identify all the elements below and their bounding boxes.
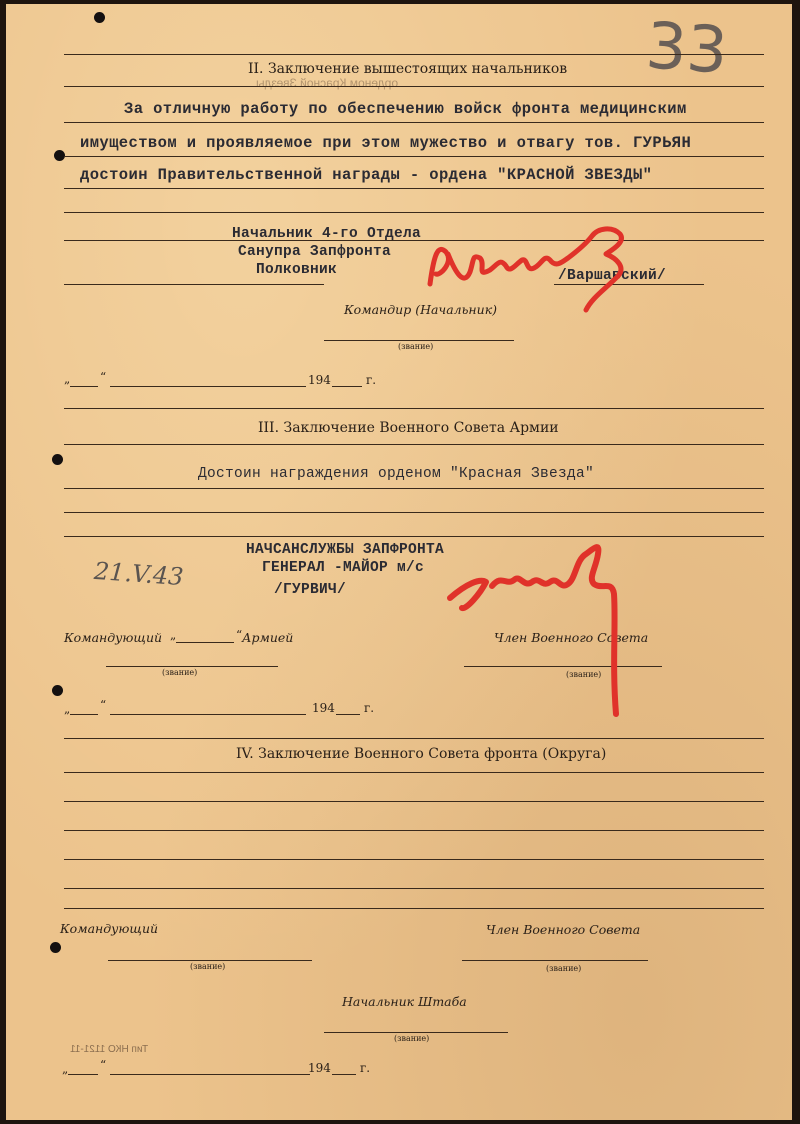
- date-open-quote: „: [64, 372, 71, 386]
- date-month-line: [110, 714, 306, 715]
- rule: [64, 908, 764, 909]
- rank-caption-right: (звание): [546, 964, 582, 973]
- section2-body-line-2: имуществом и проявляемое при этом мужество и отвагу тов. ГУРЬЯН: [80, 134, 692, 152]
- rule: [64, 444, 764, 445]
- commander-quote-close: “: [236, 628, 243, 642]
- rank-caption-right: (звание): [566, 670, 602, 679]
- rank-line: [106, 666, 278, 667]
- date-year: 194: [308, 1061, 331, 1075]
- date-suffix: г.: [366, 373, 377, 387]
- printer-mark: Тип НКО 1121-11: [70, 1044, 149, 1055]
- rank-caption-left: (звание): [190, 962, 226, 971]
- section2-heading: II. Заключение вышестоящих начальников: [248, 61, 568, 77]
- rule: [64, 888, 764, 889]
- rank-line: [324, 340, 514, 341]
- rank-caption-left: (звание): [162, 668, 198, 677]
- rule: [64, 738, 764, 739]
- rule: [64, 54, 764, 55]
- rank-line: [108, 960, 312, 961]
- punch-hole: [52, 454, 63, 465]
- date-open-quote: „: [62, 1062, 69, 1076]
- date-open-quote: „: [64, 702, 71, 716]
- date-close-quote: “: [100, 698, 107, 712]
- commander-label: Командующий: [60, 921, 159, 936]
- date-year: 194: [308, 373, 331, 387]
- section2-body-line-3: достоин Правительственной награды - ордена "КРАСНОЙ ЗВЕЗДЫ": [80, 166, 653, 184]
- section3-signer-line-1: НАЧСАНСЛУЖБЫ ЗАПФРОНТА: [246, 542, 445, 558]
- section3-signer-line-3: /ГУРВИЧ/: [274, 582, 347, 598]
- rule: [64, 830, 764, 831]
- army-label: Армией: [242, 630, 294, 645]
- punch-hole: [52, 685, 63, 696]
- document-page: [6, 4, 792, 1120]
- bleed-through-text: орденом Красной Звезды: [256, 76, 399, 90]
- archive-page-number: 33: [643, 9, 730, 89]
- council-member-label: Член Военного Совета: [494, 630, 649, 645]
- signature-gurvich: [436, 524, 636, 724]
- army-number-line: [176, 642, 234, 643]
- date-close-quote: “: [100, 370, 107, 384]
- rule: [64, 284, 324, 285]
- rank-line: [462, 960, 648, 961]
- section4-heading: IV. Заключение Военного Совета фронта (Округа): [236, 746, 607, 762]
- rule: [64, 156, 764, 157]
- section2-signer-line-2: Санупра Запфронта: [238, 244, 392, 260]
- commander-label: Командир (Начальник): [344, 302, 498, 317]
- rule: [64, 188, 764, 189]
- date-year-line: [336, 714, 360, 715]
- rule: [64, 859, 764, 860]
- date-year: 194: [312, 701, 335, 715]
- date-year-line: [332, 1074, 356, 1075]
- rule: [64, 86, 764, 87]
- rule: [64, 801, 764, 802]
- section2-signer-line-3: Полковник: [256, 262, 338, 278]
- rule: [64, 512, 764, 513]
- punch-hole: [50, 942, 61, 953]
- rule: [64, 536, 764, 537]
- punch-hole: [94, 12, 105, 23]
- chief-of-staff-label: Начальник Штаба: [342, 994, 467, 1009]
- date-day-line: [70, 714, 98, 715]
- rank-caption-center: (звание): [394, 1034, 430, 1043]
- rule: [64, 240, 764, 241]
- section3-heading: III. Заключение Военного Совета Армии: [258, 420, 559, 436]
- section2-body-line-1: За отличную работу по обеспечению войск фронта медицинским: [124, 100, 687, 118]
- date-year-line: [332, 386, 362, 387]
- council-member-label: Член Военного Совета: [486, 922, 641, 937]
- date-month-line: [110, 1074, 310, 1075]
- commander-quote-open: „: [170, 628, 177, 642]
- handwritten-date: 21.V.43: [93, 556, 185, 592]
- rule: [64, 408, 764, 409]
- date-suffix: г.: [364, 701, 375, 715]
- rule: [64, 212, 764, 213]
- date-day-line: [70, 386, 98, 387]
- date-suffix: г.: [360, 1061, 371, 1075]
- section3-decision: Достоин награждения орденом "Красная Звезда": [198, 466, 595, 482]
- rank-caption: (звание): [398, 342, 434, 351]
- date-day-line: [68, 1074, 98, 1075]
- rule: [64, 122, 764, 123]
- date-close-quote: “: [100, 1058, 107, 1072]
- section2-signer-name: /Варшавский/: [558, 268, 667, 284]
- signature-varshavsky: [416, 214, 646, 334]
- commander-label: Командующий: [64, 630, 163, 645]
- rank-line: [324, 1032, 508, 1033]
- rule: [64, 772, 764, 773]
- section2-signer-line-1: Начальник 4-го Отдела: [232, 226, 422, 242]
- section3-signer-line-2: ГЕНЕРАЛ -МАЙОР м/с: [262, 560, 425, 576]
- rule: [64, 488, 764, 489]
- date-month-line: [110, 386, 306, 387]
